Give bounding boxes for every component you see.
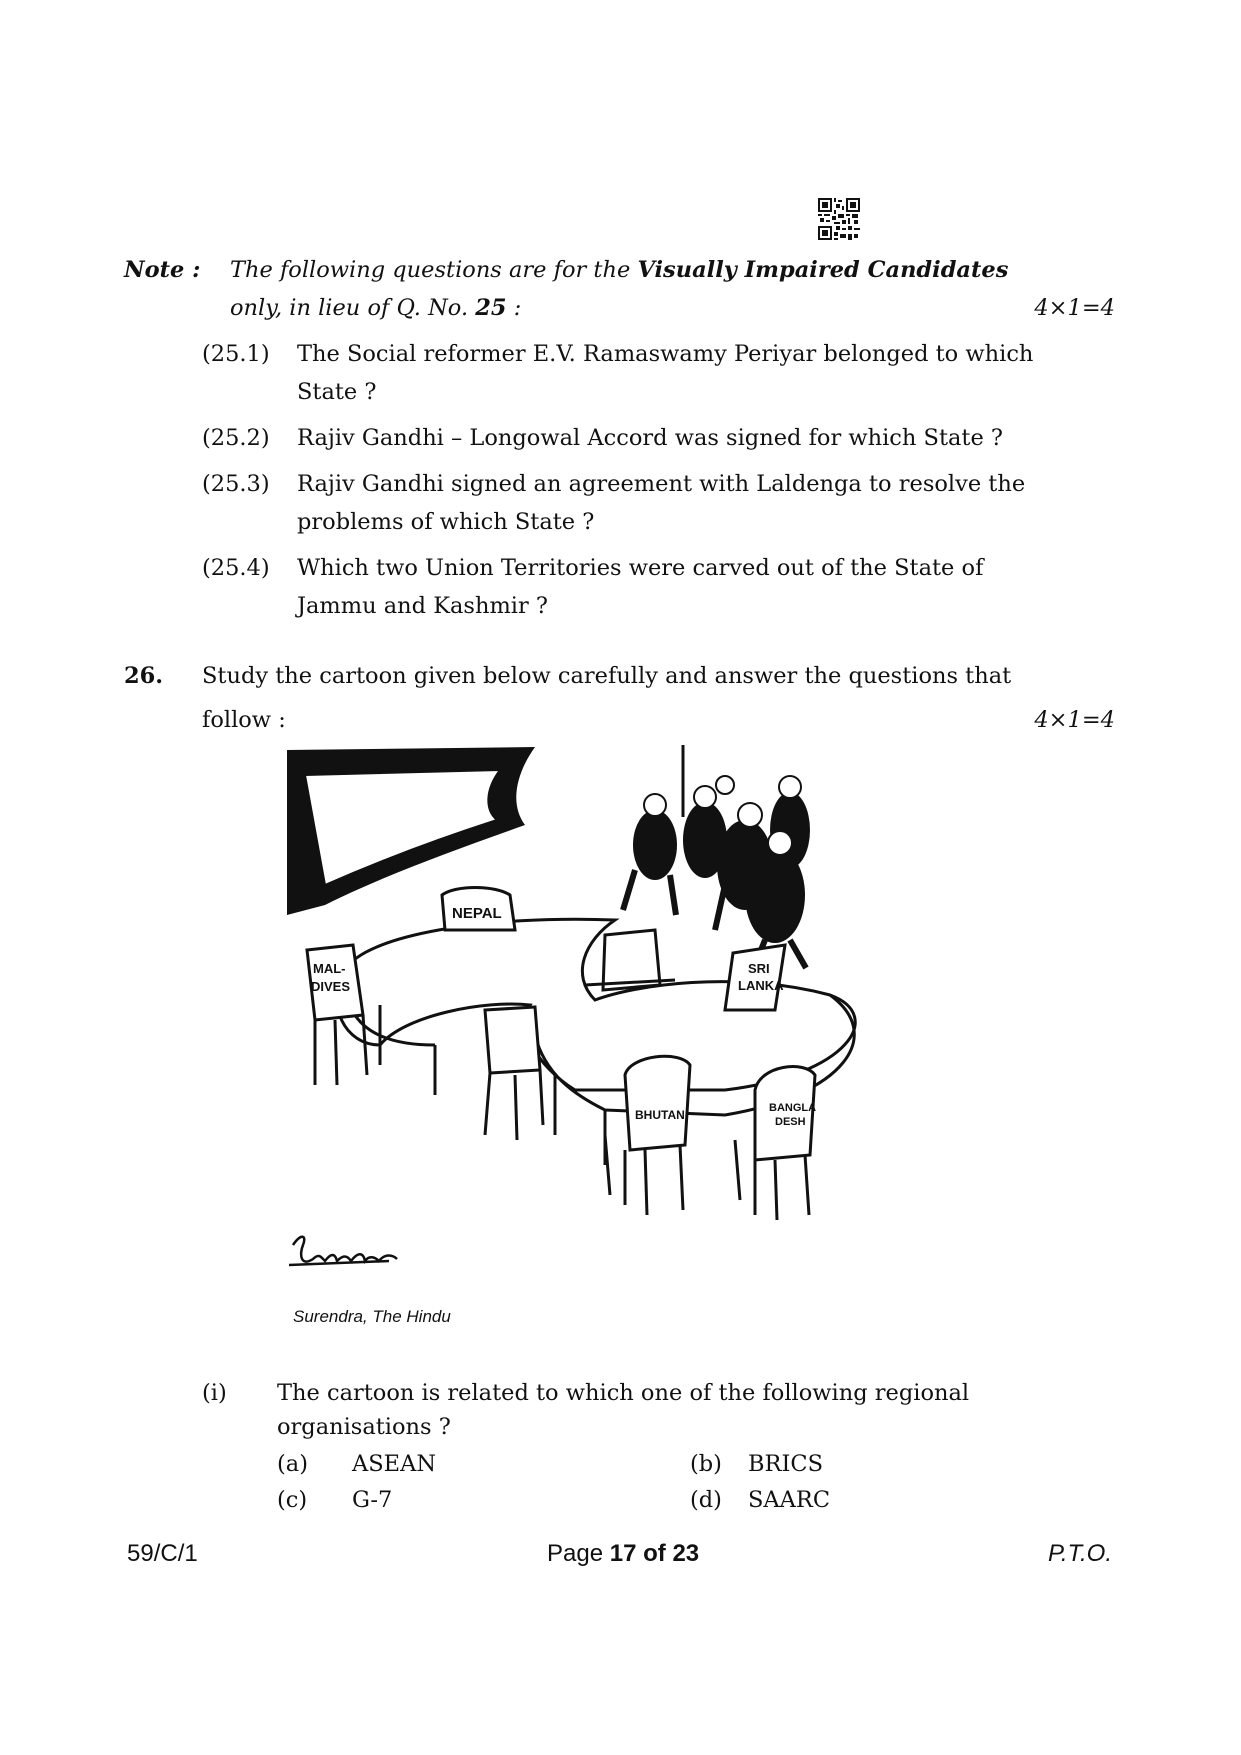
- chair-label-nepal: NEPAL: [452, 905, 502, 922]
- page-total: 23: [672, 1540, 700, 1567]
- qr-code-icon: [818, 198, 860, 240]
- chair-label-bhutan: BHUTAN: [635, 1108, 685, 1122]
- saarc-cartoon-illustration: [285, 745, 915, 1320]
- chair-front: [485, 1007, 543, 1140]
- question-text-2: follow :: [202, 707, 286, 733]
- vi-question-text: Jammu and Kashmir ?: [297, 593, 548, 619]
- question-number: 26.: [124, 663, 164, 689]
- vi-question-text: problems of which State ?: [297, 509, 595, 535]
- page-current: 17: [609, 1540, 637, 1567]
- sub-question-text: The cartoon is related to which one of the following regional: [277, 1380, 970, 1406]
- page-of: of: [643, 1540, 666, 1567]
- note-text-2: only, in lieu of Q. No.: [230, 295, 469, 321]
- sub-question-text-2: organisations ?: [277, 1414, 451, 1440]
- cartoon-caption: Surendra, The Hindu: [293, 1307, 451, 1326]
- vi-question-text: State ?: [297, 379, 377, 405]
- option-text: G-7: [352, 1487, 393, 1513]
- option-key: (a): [277, 1451, 308, 1477]
- note-emphasis: Visually Impaired Candidates: [637, 257, 1009, 283]
- note-label: Note :: [124, 257, 201, 283]
- note-colon: :: [513, 295, 522, 321]
- chair-center: [585, 930, 675, 990]
- chair-label-bangladesh-1: BANGLA: [769, 1102, 817, 1114]
- option-text: SAARC: [748, 1487, 831, 1513]
- option-key: (c): [277, 1487, 308, 1513]
- artist-signature: [289, 1237, 397, 1265]
- option-key: (b): [690, 1451, 722, 1477]
- vi-question-number: (25.2): [202, 425, 270, 451]
- option-text: ASEAN: [352, 1451, 437, 1477]
- question-text: Study the cartoon given below carefully and answer the questions that: [202, 663, 1012, 689]
- note-marks: 4×1=4: [1034, 295, 1115, 321]
- chair-label-srilanka-2: LANKA: [738, 978, 784, 993]
- chair-label-bangladesh-2: DESH: [775, 1116, 806, 1128]
- chair-label-maldives-2: DIVES: [311, 979, 351, 994]
- vi-question-text: Rajiv Gandhi signed an agreement with Laldenga to resolve the: [297, 471, 1026, 497]
- note-text: The following questions are for the: [230, 257, 631, 283]
- vi-question-text: Which two Union Territories were carved out of the State of: [297, 555, 984, 581]
- vi-question-text: The Social reformer E.V. Ramaswamy Periyar belonged to which: [297, 341, 1034, 367]
- vi-question-number: (25.3): [202, 471, 270, 497]
- vi-question-text: Rajiv Gandhi – Longowal Accord was signed for which State ?: [297, 425, 1003, 451]
- page-prefix: Page: [547, 1540, 604, 1567]
- chair-label-maldives-1: MAL-: [313, 961, 346, 976]
- sub-question-number: (i): [202, 1380, 227, 1406]
- vi-question-number: (25.4): [202, 555, 270, 581]
- note-line-1: [230, 252, 1060, 288]
- question-marks: 4×1=4: [1034, 707, 1115, 733]
- note-line-2: [230, 290, 521, 326]
- vi-question-number: (25.1): [202, 341, 270, 367]
- option-key: (d): [690, 1487, 722, 1513]
- chair-bangladesh: [735, 1067, 815, 1220]
- page-number: [547, 1540, 699, 1568]
- note-question-number: 25: [475, 295, 507, 321]
- option-text: BRICS: [748, 1451, 823, 1477]
- paper-code: 59/C/1: [127, 1540, 198, 1567]
- pto-label: P.T.O.: [1047, 1540, 1112, 1567]
- chair-label-srilanka-1: SRI: [748, 961, 770, 976]
